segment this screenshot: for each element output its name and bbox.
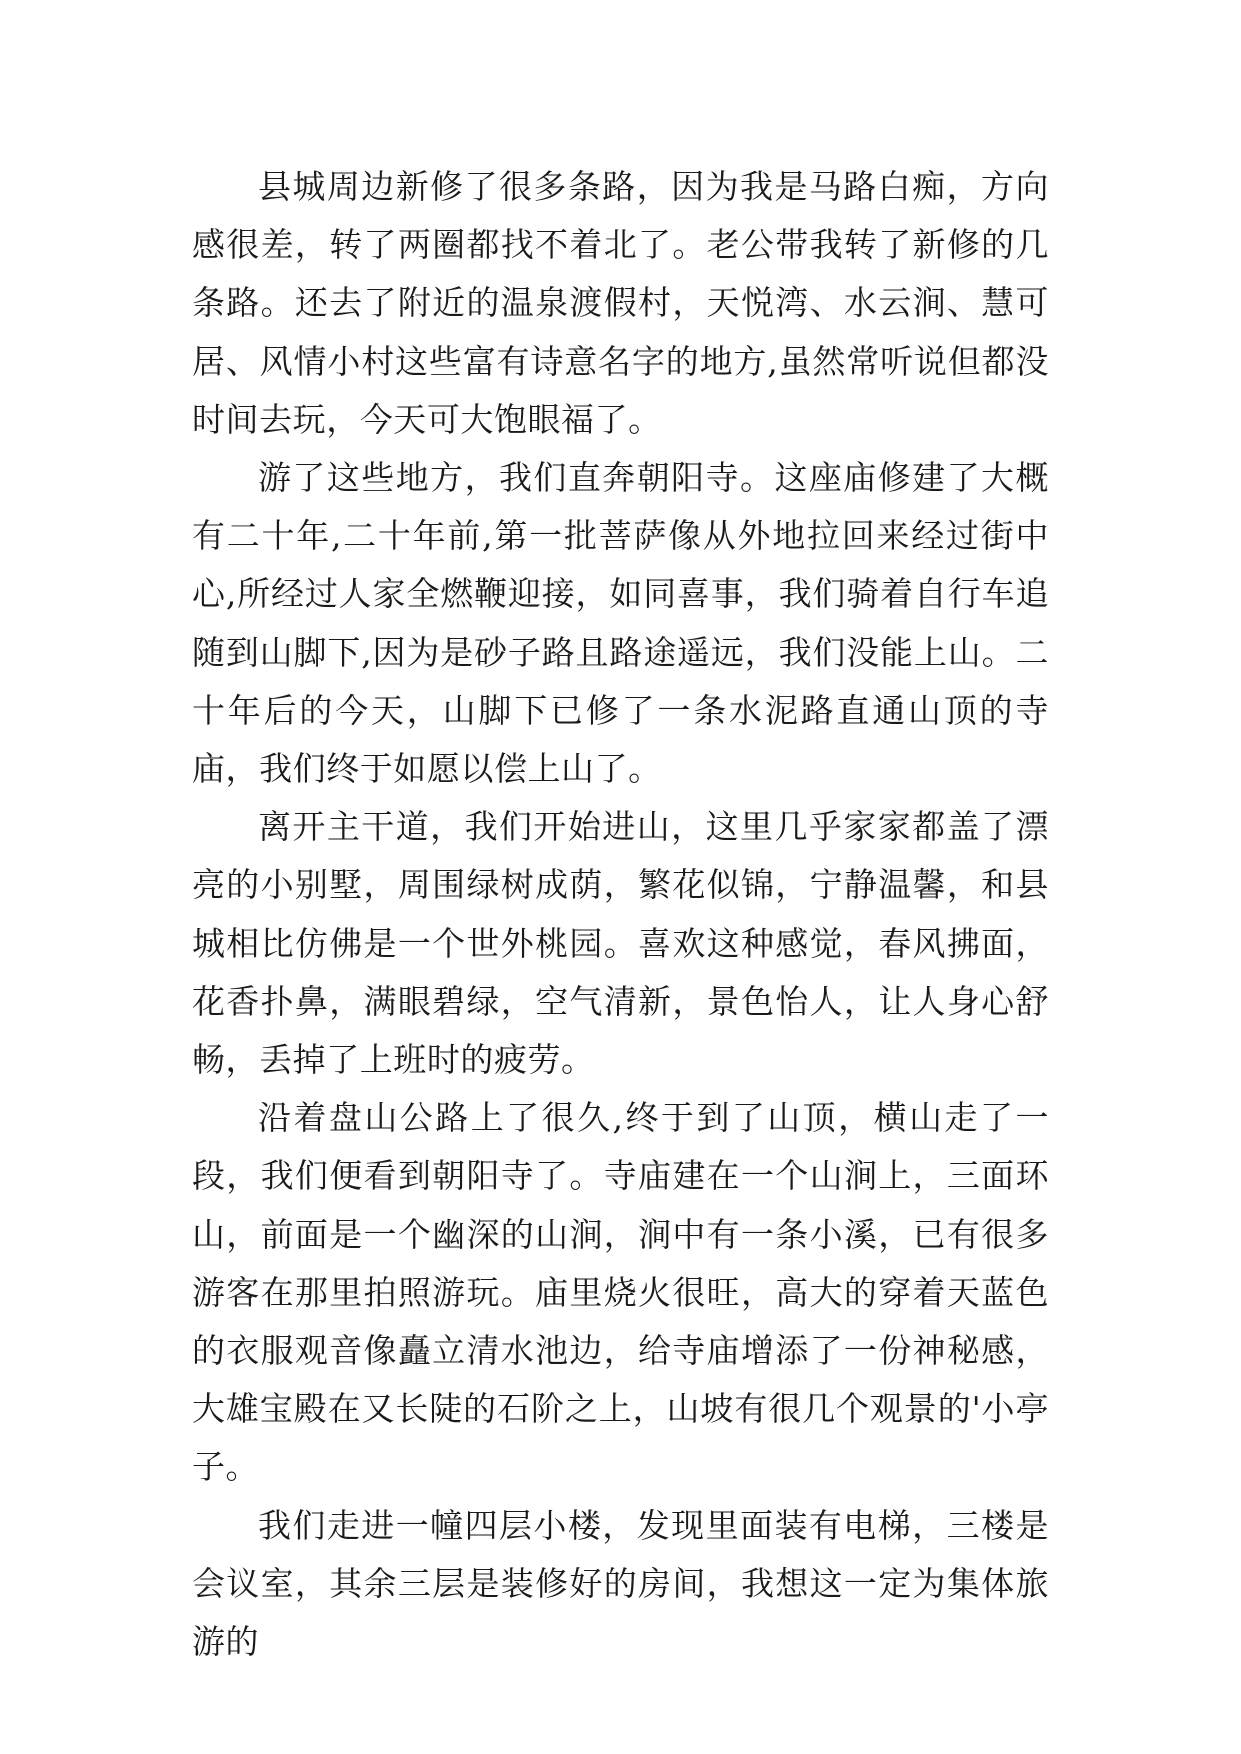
article-body	[192, 158, 1049, 1671]
paragraph-5: 我们走进一幢四层小楼，发现里面装有电梯，三楼是会议室，其余三层是装修好的房间，我想这一定为集体旅游的	[192, 1505, 1049, 1662]
paragraph-2: 游了这些地方，我们直奔朝阳寺。这座庙修建了大概有二十年,二十年前,第一批菩萨像从外地拉回来经过街中心,所经过人家全燃鞭迎接，如同喜事，我们骑着自行车追随到山脚下,因为是砂子路且路途遥远，我们没能上山。二十年后的今天，山脚下已修了一条水泥路直通山顶的寺庙，我们终于如愿以偿上山了。	[192, 458, 1049, 789]
paragraph-3: 离开主干道，我们开始进山，这里几乎家家都盖了漂亮的小别墅，周围绿树成荫，繁花似锦，宁静温馨，和县城相比仿佛是一个世外桃园。喜欢这种感觉，春风拂面，花香扑鼻，满眼碧绿，空气清新，景色怡人，让人身心舒畅，丢掉了上班时的疲劳。	[192, 807, 1049, 1080]
paragraph-4: 沿着盘山公路上了很久,终于到了山顶，横山走了一段，我们便看到朝阳寺了。寺庙建在一个山涧上，三面环山，前面是一个幽深的山涧，涧中有一条小溪，已有很多游客在那里拍照游玩。庙里烧火很旺，高大的穿着天蓝色的衣服观音像矗立清水池边，给寺庙增添了一份神秘感，大雄宝殿在又长陡的石阶之上，山坡有很几个观景的'小亭子。	[192, 1098, 1049, 1487]
paragraph-1: 县城周边新修了很多条路，因为我是马路白痴，方向感很差，转了两圈都找不着北了。老公带我转了新修的几条路。还去了附近的温泉渡假村，天悦湾、水云涧、慧可居、风情小村这些富有诗意名字的地方,虽然常听说但都没时间去玩，今天可大饱眼福了。	[192, 167, 1049, 439]
